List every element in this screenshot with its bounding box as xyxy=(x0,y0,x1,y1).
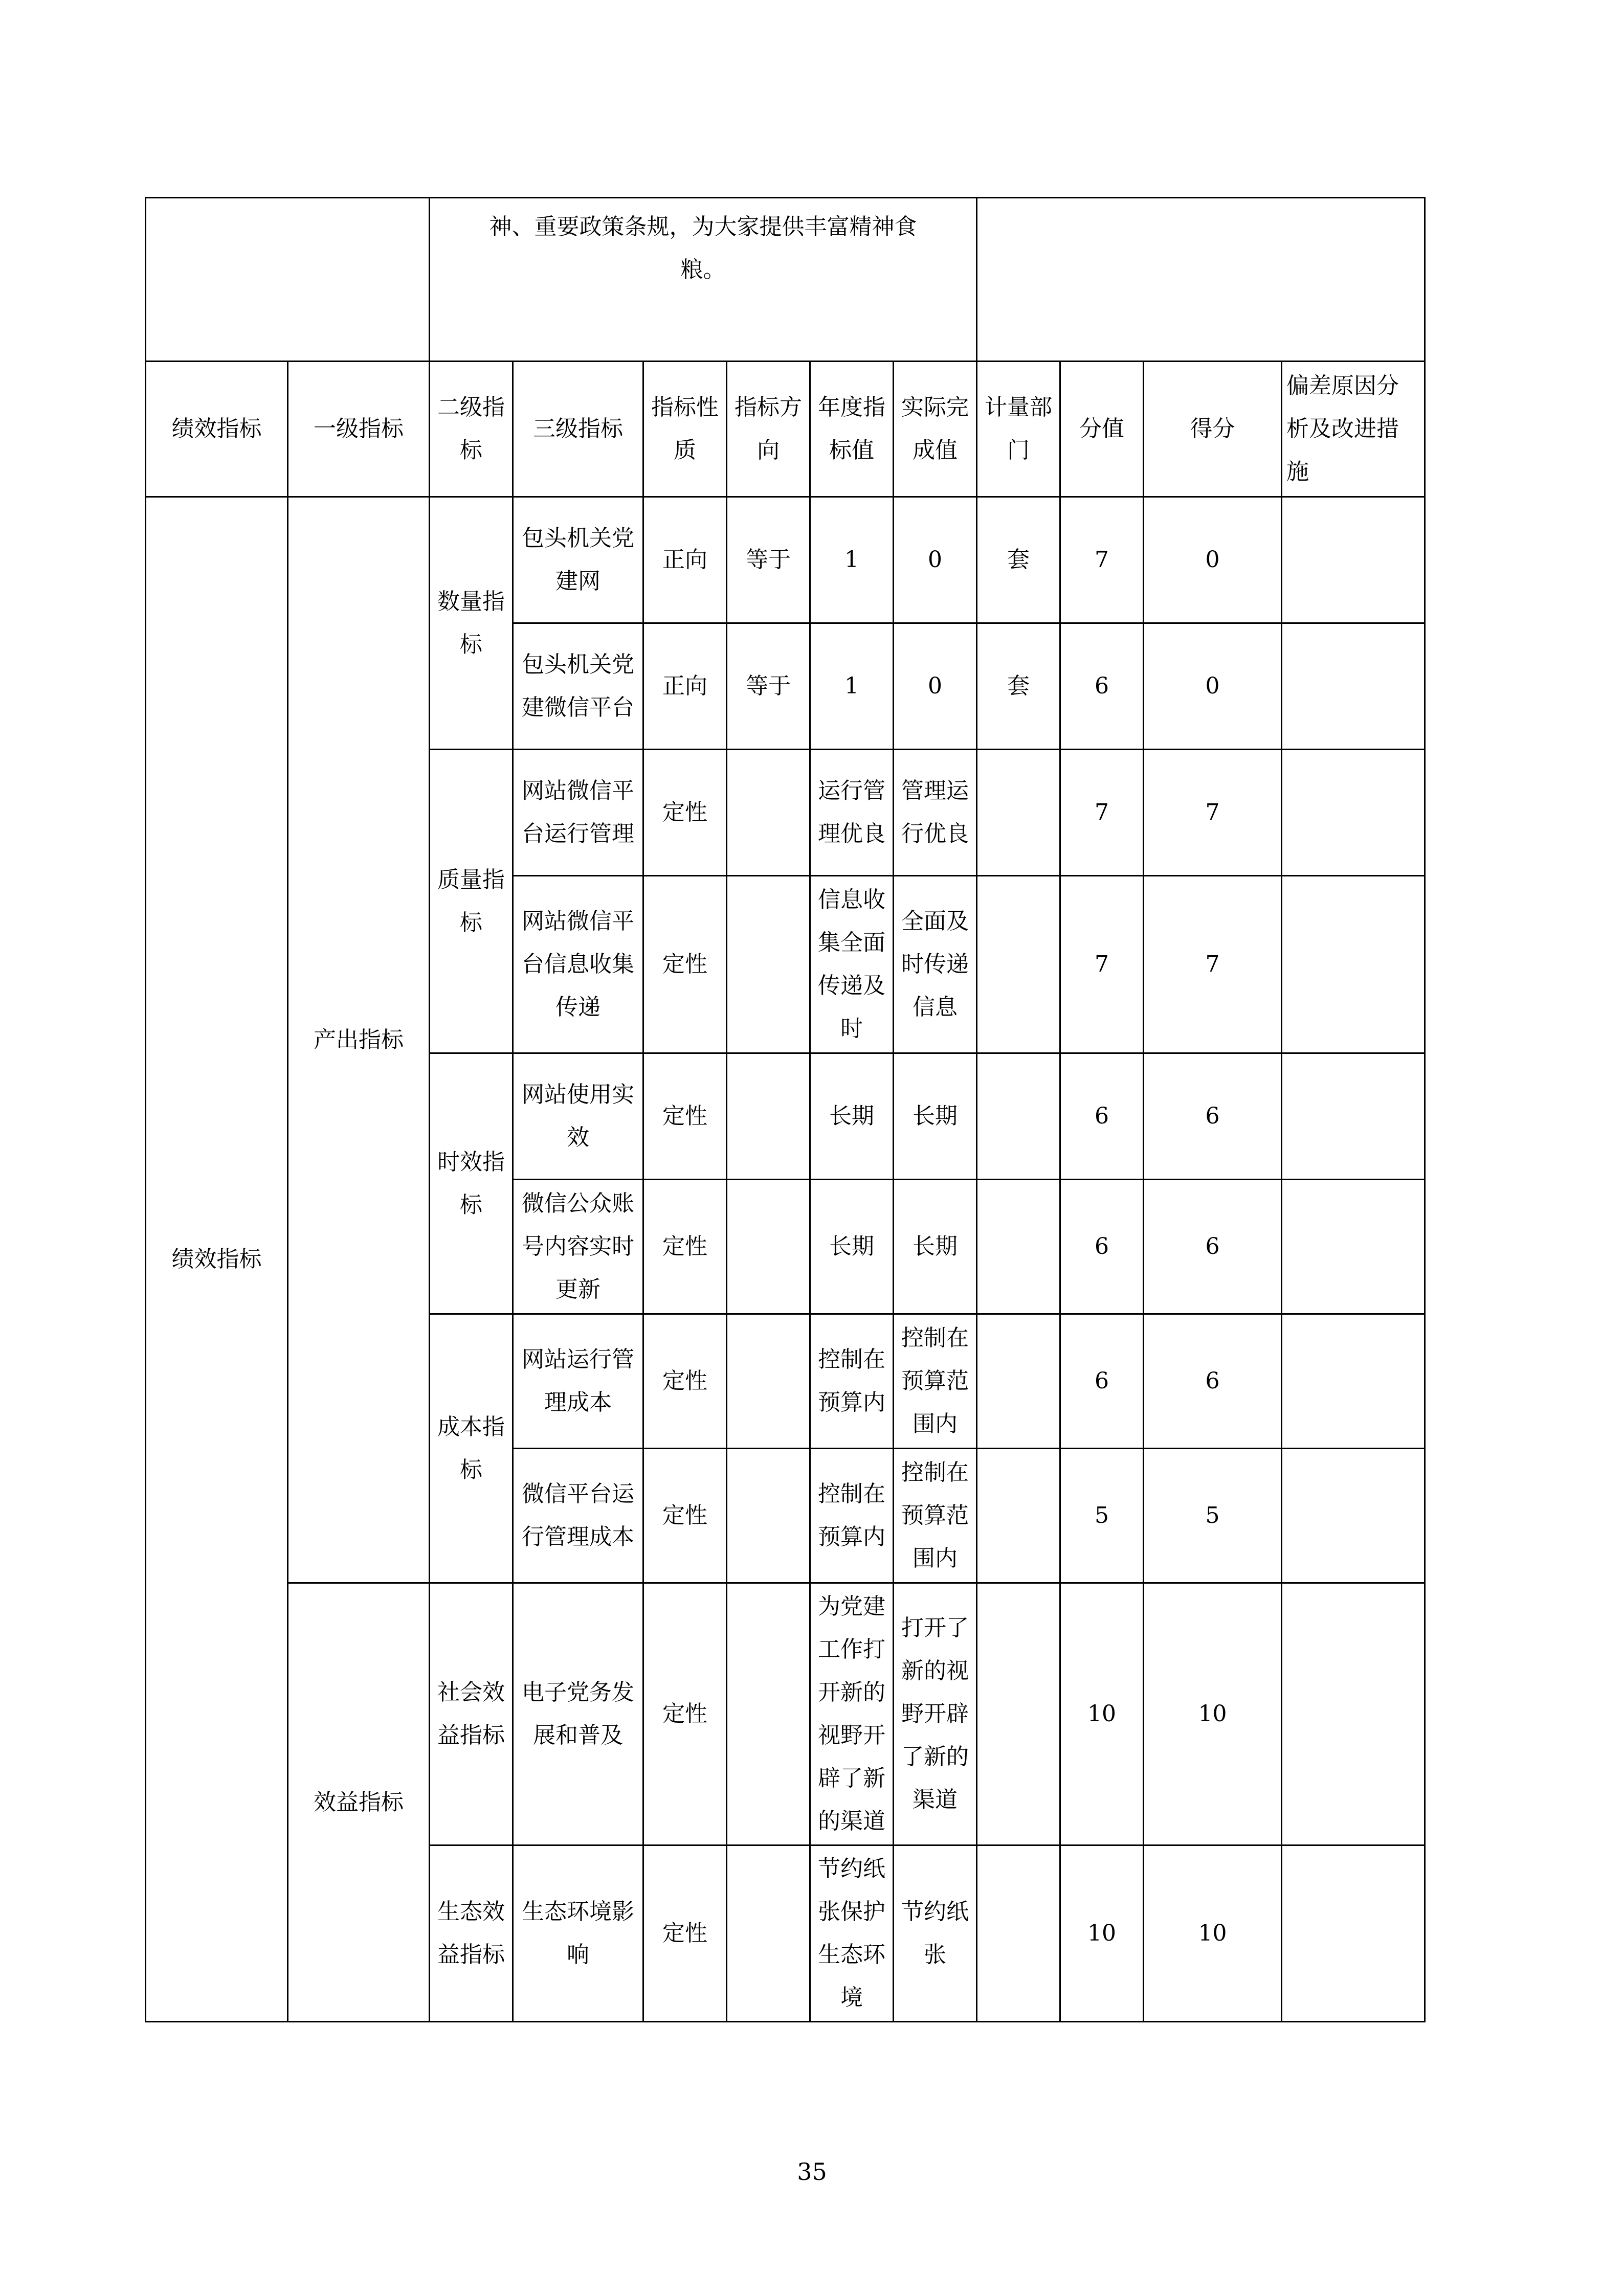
cell-nature: 定性 xyxy=(643,1314,727,1449)
cell-target: 1 xyxy=(810,623,894,750)
cell-unit xyxy=(977,1449,1060,1583)
cell-direction xyxy=(727,876,810,1053)
cell-nature: 定性 xyxy=(643,1583,727,1845)
cell-direction xyxy=(727,1449,810,1583)
cell-weight: 6 xyxy=(1060,1180,1144,1314)
cell-deviation xyxy=(1282,497,1425,623)
cell-score: 6 xyxy=(1144,1053,1282,1180)
cell-indicator: 网站微信平 台运行管理 xyxy=(513,750,643,876)
table-row xyxy=(146,497,1425,623)
cell-actual: 全面及 时传递 信息 xyxy=(894,876,977,1053)
cell-deviation xyxy=(1282,1583,1425,1845)
group-quality: 质量指 标 xyxy=(430,750,513,1053)
cell-direction xyxy=(727,750,810,876)
header-level2: 二级指 标 xyxy=(430,362,513,497)
cell-score: 0 xyxy=(1144,623,1282,750)
cell-target: 控制在 预算内 xyxy=(810,1449,894,1583)
cell-deviation xyxy=(1282,623,1425,750)
cell-nature: 定性 xyxy=(643,1845,727,2022)
table-row xyxy=(146,1583,1425,1845)
cell-indicator: 电子党务发 展和普及 xyxy=(513,1583,643,1845)
cell-unit xyxy=(977,1845,1060,2022)
header-actual: 实际完 成值 xyxy=(894,362,977,497)
cell-actual: 管理运 行优良 xyxy=(894,750,977,876)
performance-table xyxy=(145,197,1426,2022)
cell-target: 节约纸 张保护 生态环 境 xyxy=(810,1845,894,2022)
cell-deviation xyxy=(1282,1314,1425,1449)
group-perf: 绩效指标 xyxy=(146,497,288,2022)
cell-score: 10 xyxy=(1144,1583,1282,1845)
cell-unit xyxy=(977,1180,1060,1314)
cell-deviation xyxy=(1282,1180,1425,1314)
page-number: 35 xyxy=(797,2158,827,2186)
header-nature: 指标性 质 xyxy=(643,362,727,497)
cell-actual: 控制在 预算范 围内 xyxy=(894,1449,977,1583)
group-benefit: 效益指标 xyxy=(288,1583,430,2022)
header-level3: 三级指标 xyxy=(513,362,643,497)
cell-actual: 打开了 新的视 野开辟 了新的 渠道 xyxy=(894,1583,977,1845)
cell-actual: 控制在 预算范 围内 xyxy=(894,1314,977,1449)
cell-deviation xyxy=(1282,750,1425,876)
cell-nature: 正向 xyxy=(643,497,727,623)
table-header-row xyxy=(146,362,1425,497)
cell-weight: 6 xyxy=(1060,623,1144,750)
cell-target: 信息收 集全面 传递及 时 xyxy=(810,876,894,1053)
header-unit: 计量部 门 xyxy=(977,362,1060,497)
cell-unit: 套 xyxy=(977,623,1060,750)
cell-score: 7 xyxy=(1144,750,1282,876)
cell-unit xyxy=(977,1314,1060,1449)
cell-direction xyxy=(727,1314,810,1449)
cell-target: 运行管 理优良 xyxy=(810,750,894,876)
cell-indicator: 包头机关党 建网 xyxy=(513,497,643,623)
cell-actual: 0 xyxy=(894,497,977,623)
continuation-empty-cell xyxy=(146,198,430,362)
cell-actual: 节约纸 张 xyxy=(894,1845,977,2022)
cell-direction xyxy=(727,1583,810,1845)
cell-nature: 定性 xyxy=(643,876,727,1053)
cell-actual: 0 xyxy=(894,623,977,750)
cell-weight: 7 xyxy=(1060,876,1144,1053)
continuation-text-cell: 神、重要政策条规，为大家提供丰富精神食 粮。 xyxy=(430,198,977,362)
cell-nature: 定性 xyxy=(643,1449,727,1583)
group-quantity: 数量指 标 xyxy=(430,497,513,750)
cell-unit xyxy=(977,1583,1060,1845)
table-row-continuation xyxy=(146,198,1425,362)
cell-direction: 等于 xyxy=(727,497,810,623)
cell-weight: 10 xyxy=(1060,1845,1144,2022)
cell-score: 7 xyxy=(1144,876,1282,1053)
cell-score: 6 xyxy=(1144,1314,1282,1449)
cell-target: 1 xyxy=(810,497,894,623)
continuation-empty-cell-right xyxy=(977,198,1425,362)
cell-score: 5 xyxy=(1144,1449,1282,1583)
header-target: 年度指 标值 xyxy=(810,362,894,497)
cell-score: 10 xyxy=(1144,1845,1282,2022)
cell-weight: 10 xyxy=(1060,1583,1144,1845)
cell-deviation xyxy=(1282,1449,1425,1583)
cell-target: 长期 xyxy=(810,1180,894,1314)
header-weight: 分值 xyxy=(1060,362,1144,497)
cell-direction xyxy=(727,1180,810,1314)
cell-indicator: 网站微信平 台信息收集 传递 xyxy=(513,876,643,1053)
cell-nature: 定性 xyxy=(643,1053,727,1180)
cell-indicator: 生态环境影 响 xyxy=(513,1845,643,2022)
cell-deviation xyxy=(1282,876,1425,1053)
cell-weight: 6 xyxy=(1060,1314,1144,1449)
cell-unit xyxy=(977,1053,1060,1180)
cell-actual: 长期 xyxy=(894,1053,977,1180)
cell-score: 0 xyxy=(1144,497,1282,623)
cell-indicator: 微信公众账 号内容实时 更新 xyxy=(513,1180,643,1314)
cell-nature: 定性 xyxy=(643,750,727,876)
cell-deviation xyxy=(1282,1845,1425,2022)
header-deviation: 偏差原因分 析及改进措 施 xyxy=(1282,362,1425,497)
cell-direction: 等于 xyxy=(727,623,810,750)
group-eco: 生态效 益指标 xyxy=(430,1845,513,2022)
cell-nature: 正向 xyxy=(643,623,727,750)
cell-unit xyxy=(977,750,1060,876)
cell-target: 控制在 预算内 xyxy=(810,1314,894,1449)
cell-unit xyxy=(977,876,1060,1053)
cell-weight: 7 xyxy=(1060,497,1144,623)
cell-direction xyxy=(727,1845,810,2022)
cell-weight: 6 xyxy=(1060,1053,1144,1180)
cell-deviation xyxy=(1282,1053,1425,1180)
cell-nature: 定性 xyxy=(643,1180,727,1314)
header-level1: 一级指标 xyxy=(288,362,430,497)
cell-indicator: 微信平台运 行管理成本 xyxy=(513,1449,643,1583)
group-social: 社会效 益指标 xyxy=(430,1583,513,1845)
cell-weight: 5 xyxy=(1060,1449,1144,1583)
cell-weight: 7 xyxy=(1060,750,1144,876)
header-score: 得分 xyxy=(1144,362,1282,497)
cell-unit: 套 xyxy=(977,497,1060,623)
cell-indicator: 网站运行管 理成本 xyxy=(513,1314,643,1449)
cell-indicator: 包头机关党 建微信平台 xyxy=(513,623,643,750)
header-direction: 指标方 向 xyxy=(727,362,810,497)
cell-target: 长期 xyxy=(810,1053,894,1180)
group-time: 时效指 标 xyxy=(430,1053,513,1314)
cell-actual: 长期 xyxy=(894,1180,977,1314)
group-output: 产出指标 xyxy=(288,497,430,1583)
header-perf: 绩效指标 xyxy=(146,362,288,497)
group-cost: 成本指 标 xyxy=(430,1314,513,1583)
cell-direction xyxy=(727,1053,810,1180)
cell-target: 为党建 工作打 开新的 视野开 辟了新 的渠道 xyxy=(810,1583,894,1845)
cell-score: 6 xyxy=(1144,1180,1282,1314)
cell-indicator: 网站使用实 效 xyxy=(513,1053,643,1180)
